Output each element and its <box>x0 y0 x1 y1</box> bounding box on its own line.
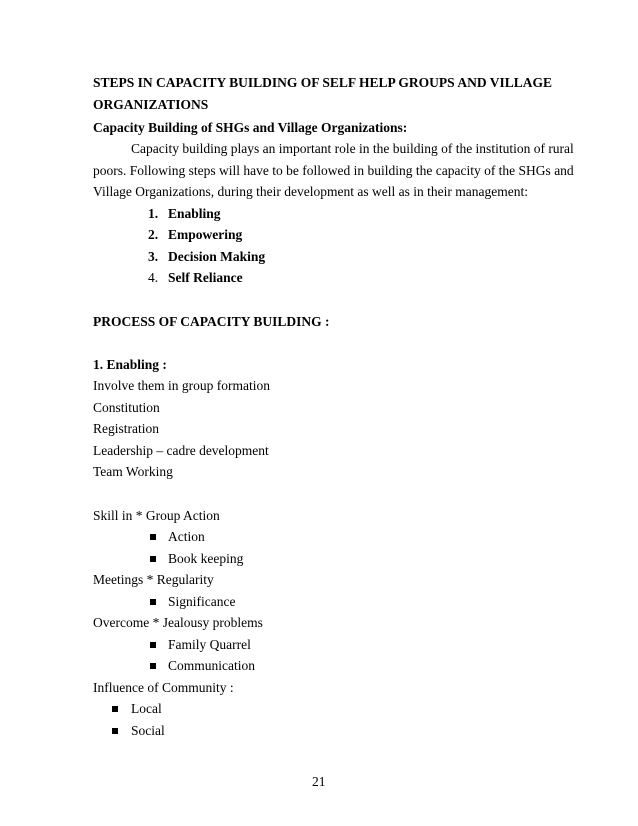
intro-line3: Village Organizations, during their development as well as in their management: <box>93 184 528 199</box>
step-1-number: 1. <box>148 206 159 221</box>
subheading: Capacity Building of SHGs and Village Organizations: <box>93 120 408 135</box>
enabling-item: Constitution <box>93 400 160 415</box>
overcome-bullet: Communication <box>168 658 255 673</box>
enabling-heading: 1. Enabling : <box>93 357 167 372</box>
influence-bullet: Local <box>131 701 162 716</box>
enabling-item: Registration <box>93 421 159 436</box>
step-4-number: 4. <box>148 270 159 285</box>
bullet-square-icon <box>150 599 156 605</box>
intro-line2: poors. Following steps will have to be followed in building the capacity of the SHGs and <box>93 163 574 178</box>
intro-line1: Capacity building plays an important role in the building of the institution of rural <box>131 141 574 156</box>
bullet-square-icon <box>150 663 156 669</box>
step-3-number: 3. <box>148 249 159 264</box>
influence-label: Influence of Community : <box>93 680 234 695</box>
step-2-number: 2. <box>148 227 159 242</box>
step-4-label: Self Reliance <box>168 270 243 285</box>
bullet-square-icon <box>112 728 118 734</box>
enabling-item: Leadership – cadre development <box>93 443 269 458</box>
skill-bullet: Action <box>168 529 205 544</box>
main-heading-line1: STEPS IN CAPACITY BUILDING OF SELF HELP GROUPS AND VILLAGE <box>93 75 552 90</box>
skill-bullet: Book keeping <box>168 551 244 566</box>
step-3-label: Decision Making <box>168 249 266 264</box>
enabling-item: Involve them in group formation <box>93 378 270 393</box>
overcome-label: Overcome * Jealousy problems <box>93 615 263 630</box>
overcome-bullet: Family Quarrel <box>168 637 251 652</box>
main-heading-line2: ORGANIZATIONS <box>93 97 209 112</box>
enabling-item: Team Working <box>93 464 173 479</box>
page-number: 21 <box>312 774 326 789</box>
step-1-label: Enabling <box>168 206 221 221</box>
bullet-square-icon <box>150 556 156 562</box>
skill-label: Skill in * Group Action <box>93 508 220 523</box>
step-2-label: Empowering <box>168 227 243 242</box>
meetings-label: Meetings * Regularity <box>93 572 214 587</box>
bullet-square-icon <box>112 706 118 712</box>
influence-bullet: Social <box>131 723 165 738</box>
bullet-square-icon <box>150 534 156 540</box>
process-heading: PROCESS OF CAPACITY BUILDING : <box>93 314 330 329</box>
meetings-bullet: Significance <box>168 594 236 609</box>
bullet-square-icon <box>150 642 156 648</box>
